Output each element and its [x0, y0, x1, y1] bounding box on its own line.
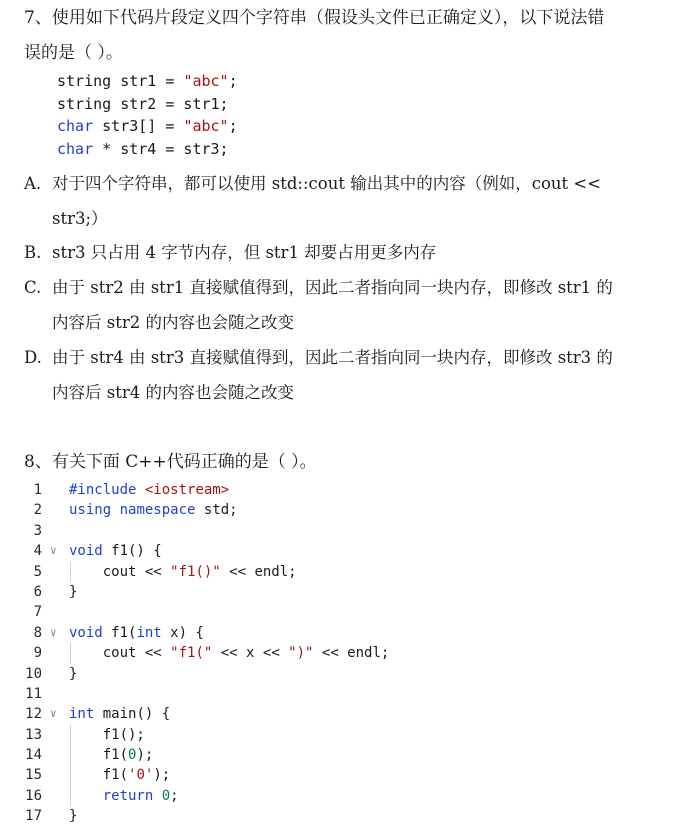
code-text [69, 623, 204, 643]
code-token: << x << [212, 645, 289, 662]
q8-stem: 8、有关下面 C++代码正确的是（ ）。 [24, 452, 317, 472]
option-label: A. [24, 174, 42, 193]
line-number: 10 [25, 665, 42, 682]
code-rest: str1 = [111, 72, 184, 90]
code-token: cout << [69, 563, 171, 580]
chevron-down-icon[interactable]: ∨ [50, 625, 57, 639]
line-number: 12 [25, 706, 42, 723]
code-text [69, 704, 170, 724]
code-type: string [57, 72, 112, 90]
line-number: 16 [25, 787, 42, 804]
code-text [69, 582, 77, 602]
code-text [69, 480, 229, 500]
line-number: 6 [33, 583, 42, 600]
code-token: '0' [128, 767, 154, 784]
line-number: 15 [25, 767, 42, 784]
option-label: D. [24, 348, 42, 367]
code-line [20, 704, 660, 724]
code-token: 0 [128, 747, 137, 764]
option-text-line2: str3;） [52, 209, 108, 228]
code-token: } [69, 808, 78, 825]
code-token: << endl; [313, 645, 390, 662]
code-line [20, 765, 660, 785]
code-token: } [69, 583, 78, 600]
q7-code-line [57, 70, 238, 93]
code-token: } [69, 665, 78, 682]
q7-code-line [57, 138, 238, 161]
line-number: 3 [33, 522, 42, 539]
option-text-line1: 由于 str4 由 str3 直接赋值得到，因此二者指向同一块内存，即修改 str3 的 [52, 348, 613, 367]
code-token: int [136, 624, 162, 641]
code-token: f1(); [69, 726, 145, 743]
code-token: int [69, 706, 95, 723]
code-string: "abc" [183, 72, 229, 90]
q7-code-line [57, 115, 238, 138]
code-token: f1( [69, 767, 129, 784]
code-token: void [69, 624, 103, 641]
line-number: 17 [25, 808, 42, 825]
q7-code-line [57, 93, 238, 116]
code-token: "f1()" [170, 563, 221, 580]
code-token: f1() { [102, 543, 162, 560]
line-number: 4 [33, 543, 42, 560]
q8-code-editor [20, 480, 660, 827]
code-text [69, 806, 77, 826]
code-line [20, 806, 660, 826]
code-type: char [57, 117, 94, 135]
code-token: "f1(" [170, 645, 213, 662]
code-line [20, 664, 660, 684]
code-token: << endl; [220, 563, 297, 580]
code-token: using [69, 502, 112, 519]
line-number: 7 [33, 604, 42, 621]
code-end: ; [228, 117, 238, 135]
code-token: <iostream> [144, 482, 230, 498]
code-token: main() { [94, 706, 171, 723]
line-number: 9 [33, 645, 42, 662]
code-line [20, 602, 660, 622]
code-string: "abc" [183, 117, 229, 135]
option-label: B. [24, 243, 42, 262]
code-line [20, 684, 660, 704]
line-number: 13 [25, 726, 42, 743]
code-text [69, 664, 77, 684]
option-text-line2: 内容后 str2 的内容也会随之改变 [52, 313, 294, 332]
option-text-line1: 由于 str2 由 str1 直接赋值得到，因此二者指向同一块内存，即修改 str1 的 [52, 278, 613, 297]
code-token [69, 788, 103, 804]
code-text [69, 725, 145, 745]
code-token: cout << [69, 645, 171, 662]
code-text [69, 500, 238, 520]
code-token [136, 482, 144, 498]
code-token: ); [136, 747, 154, 764]
code-line [20, 541, 660, 561]
code-token: 0 [161, 787, 171, 804]
code-token: namespace [119, 502, 196, 519]
line-number: 14 [25, 747, 42, 764]
q7-stem-line2: 误的是（ ）。 [24, 43, 123, 63]
q7-stem-line1: 7、使用如下代码片段定义四个字符串（假设头文件已正确定义），以下说法错 [24, 8, 605, 28]
line-number: 11 [25, 685, 42, 702]
code-token: ")" [288, 645, 314, 662]
option-text-line2: 内容后 str4 的内容也会随之改变 [52, 383, 294, 402]
code-token [153, 788, 161, 804]
code-rest: str2 = str1; [111, 94, 229, 113]
code-token: #include [69, 482, 137, 498]
code-line [20, 582, 660, 602]
code-line [20, 725, 660, 745]
chevron-down-icon[interactable]: ∨ [50, 707, 57, 721]
code-type: string [57, 94, 112, 113]
line-number: 2 [33, 502, 42, 519]
code-text [69, 765, 170, 785]
code-token: f1( [69, 747, 129, 764]
code-token: f1( [102, 624, 137, 641]
code-token: void [69, 543, 103, 560]
code-rest: * str4 = str3; [93, 139, 229, 158]
code-end: ; [228, 72, 238, 90]
code-text [69, 745, 153, 765]
code-text [69, 562, 297, 582]
code-rest: str3[] = [93, 117, 184, 135]
code-token: ); [153, 767, 171, 784]
option-text-line1: str3 只占用 4 字节内存，但 str1 却要占用更多内存 [52, 243, 437, 262]
code-line [20, 745, 660, 765]
code-line [20, 623, 660, 643]
code-token: ; [170, 787, 179, 804]
code-text [69, 643, 389, 663]
option-text-line1: 对于四个字符串，都可以使用 std::cout 输出其中的内容（例如，cout << [52, 174, 602, 193]
code-line [20, 480, 660, 500]
line-number: 8 [33, 624, 42, 641]
line-number: 1 [33, 482, 42, 498]
q7-code-block [57, 70, 238, 160]
code-line [20, 643, 660, 663]
code-text [69, 541, 162, 561]
code-line [20, 521, 660, 541]
line-number: 5 [33, 563, 42, 580]
code-text [69, 786, 179, 806]
code-token [111, 502, 119, 518]
code-token: std; [195, 502, 238, 519]
code-type: char [57, 139, 94, 158]
code-line [20, 500, 660, 520]
code-line [20, 562, 660, 582]
option-label: C. [24, 278, 42, 297]
code-line [20, 786, 660, 806]
code-token: x) { [161, 624, 204, 641]
code-token: return [102, 787, 154, 804]
chevron-down-icon[interactable]: ∨ [50, 544, 57, 558]
